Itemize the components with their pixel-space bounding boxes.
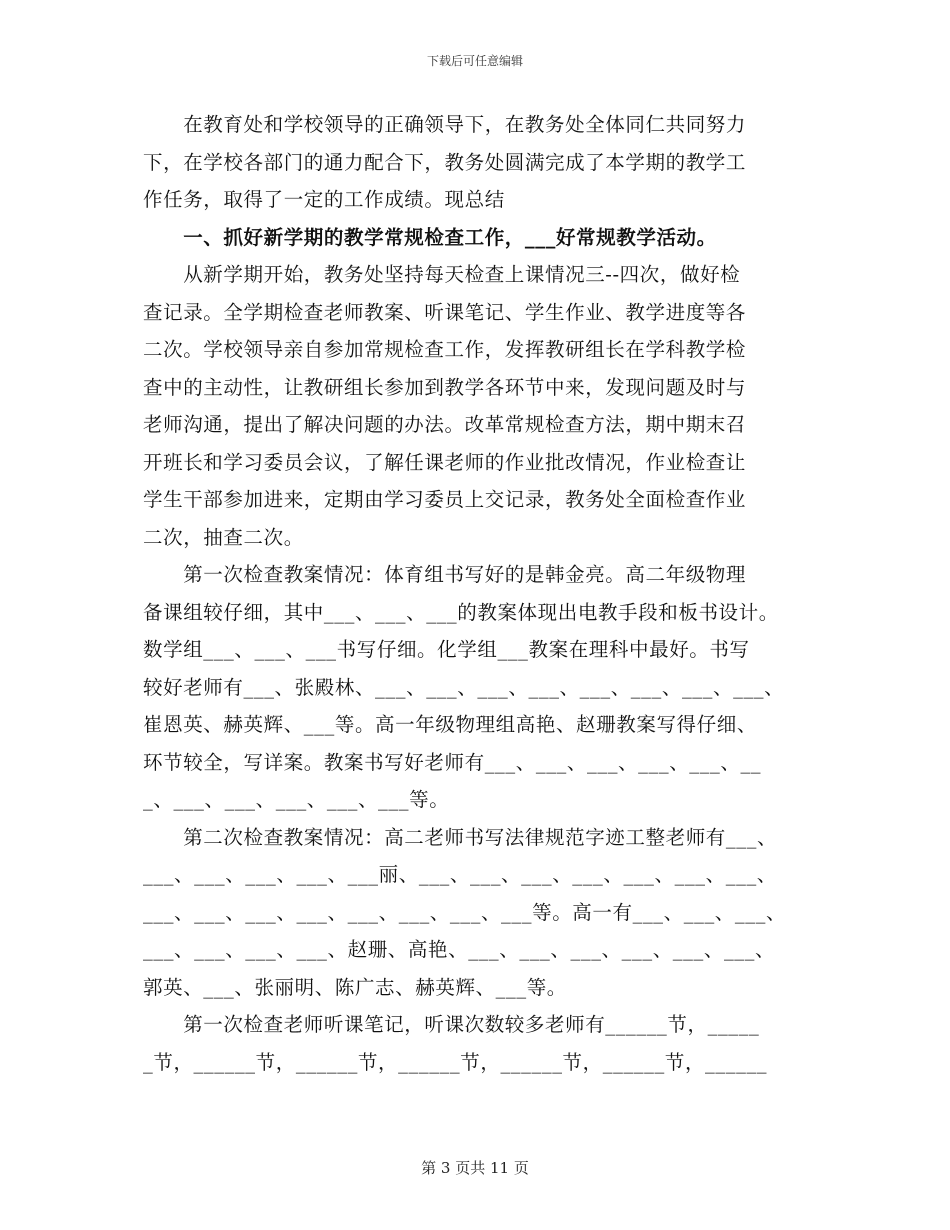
paragraph-line: 作任务，取得了一定的工作成绩。现总结 [143, 188, 505, 211]
paragraph-line: 下，在学校各部门的通力配合下，教务处圆满完成了本学期的教学工 [143, 150, 747, 174]
paragraph-line: 查中的主动性，让教研组长参加到教学各环节中来，发现问题及时与 [143, 375, 747, 399]
paragraph-line: 数学组___、___、___书写仔细。化学组___教案在理科中最好。书写 [143, 638, 750, 661]
section-heading: 一、抓好新学期的教学常规检查工作，___好常规教学活动。 [143, 225, 717, 249]
paragraph-line: 环节较全，写详案。教案书写好老师有___、___、___、___、___、__ [143, 750, 762, 774]
paragraph-line: ___、___、___、___、___丽、___、___、___、___、___、___、___、 [143, 863, 777, 886]
paragraph-line: 较好老师有___、张殿林、___、___、___、___、___、___、___、___、 [143, 675, 785, 699]
paragraph-line: 二次。学校领导亲自参加常规检查工作，发挥教研组长在学科教学检 [143, 338, 747, 361]
page-number: 第 3 页共 11 页 [421, 1159, 529, 1177]
paragraph-line: 第一次检查老师听课笔记，听课次数较多老师有______节，_____ [143, 1013, 760, 1036]
paragraph-line: 学生干部参加进来，定期由学习委员上交记录，教务处全面检查作业 [143, 488, 747, 511]
paragraph-line: _节，______节，______节，______节，______节，______节，______ [143, 1050, 768, 1074]
paragraph-line: 二次，抽查二次。 [143, 525, 304, 549]
paragraph-line: 第一次检查教案情况：体育组书写好的是韩金亮。高二年级物理 [143, 563, 747, 586]
paragraph-line: 查记录。全学期检查老师教案、听课笔记、学生作业、教学进度等各 [143, 300, 747, 324]
paragraph-line: ___、___、___、___、___、___、___、___等。高一有___、___、___、 [143, 900, 787, 924]
paragraph-line: 第二次检查教案情况：高二老师书写法律规范字迹工整老师有___、 [143, 825, 778, 849]
paragraph-line: 郭英、___、张丽明、陈广志、赫英辉、___等。 [143, 975, 567, 999]
paragraph-line: 开班长和学习委员会议，了解任课老师的作业批改情况，作业检查让 [143, 450, 747, 474]
paragraph-line: 老师沟通，提出了解决问题的办法。改革常规检查方法，期中期末召 [143, 413, 747, 436]
paragraph-line: 从新学期开始，教务处坚持每天检查上课情况三--四次，做好检 [143, 263, 741, 286]
paragraph-line: _、___、___、___、___、___等。 [143, 788, 450, 811]
page-header: 下载后可任意编辑 [426, 54, 523, 68]
paragraph-line: 崔恩英、赫英辉、___等。高一年级物理组高艳、赵珊教案写得仔细、 [143, 713, 757, 736]
paragraph-line: 在教育处和学校领导的正确领导下，在教务处全体同仁共同努力 [143, 113, 747, 136]
document-body [143, 106, 811, 1081]
paragraph-line: 备课组较仔细，其中___、___、___的教案体现出电教手段和板书设计。 [143, 600, 779, 624]
paragraph-line: ___、___、___、___、赵珊、高艳、___、___、___、___、___、___、 [143, 938, 776, 961]
